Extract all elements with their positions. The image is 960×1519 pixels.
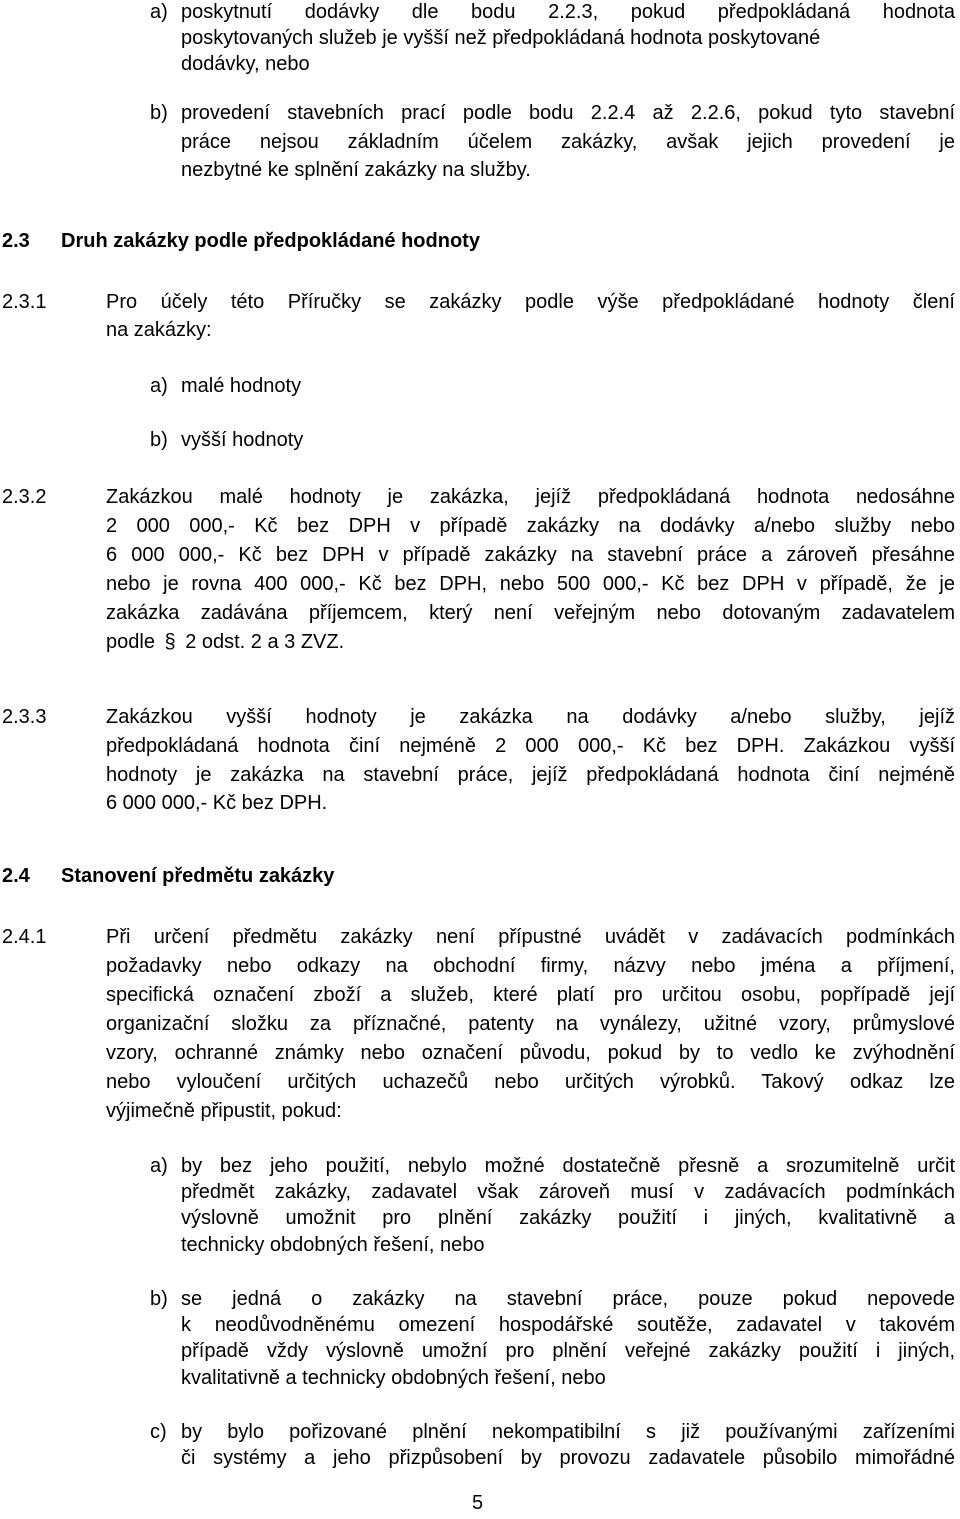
text-line: případě vždy výslovně umožní pro plnění veřejné zakázky použití i jiných, bbox=[181, 1340, 955, 1362]
text-fragment: podle bbox=[106, 631, 155, 653]
text-line: kvalitativně a technicky obdobných řešení, nebo bbox=[181, 1367, 606, 1389]
list-label: c) bbox=[150, 1421, 167, 1443]
text-line: práce nejsou základním účelem zakázky, avšak jejich provedení je bbox=[181, 131, 955, 153]
section-sign-link[interactable]: § bbox=[164, 631, 176, 653]
list-label: b) bbox=[150, 102, 168, 124]
text-line: Při určení předmětu zakázky není přípustné uvádět v zadávacích podmínkách bbox=[106, 926, 955, 948]
paragraph-number: 2.4.1 bbox=[2, 926, 47, 948]
list-label: b) bbox=[150, 429, 168, 451]
page-number: 5 bbox=[472, 1492, 484, 1514]
text-line: dodávky, nebo bbox=[181, 53, 310, 75]
list-label: b) bbox=[150, 1288, 168, 1310]
text-line: nebo vyloučení určitých uchazečů nebo určitých výrobků. Takový odkaz lze bbox=[106, 1071, 955, 1093]
text-line: k neodůvodněnému omezení hospodářské soutěže, zadavatel v takovém bbox=[181, 1314, 955, 1336]
text-line: výslovně umožnit pro plnění zakázky použití i jiných, kvalitativně a bbox=[181, 1207, 955, 1229]
text-line: požadavky nebo odkazy na obchodní firmy, názvy nebo jména a příjmení, bbox=[106, 955, 955, 977]
paragraph-number: 2.3.3 bbox=[2, 706, 47, 728]
list-text: malé hodnoty bbox=[181, 375, 302, 397]
text-line: předpokládaná hodnota činí nejméně 2 000 000,- Kč bez DPH. Zakázkou vyšší bbox=[106, 735, 955, 757]
text-line: nezbytné ke splnění zakázky na služby. bbox=[181, 159, 531, 181]
section-number: 2.3 bbox=[2, 230, 30, 252]
text-line: Zakázkou malé hodnoty je zakázka, jejíž předpokládaná hodnota nedosáhne bbox=[106, 486, 955, 508]
text-line: poskytovaných služeb je vyšší než předpokládaná hodnota poskytované bbox=[181, 27, 821, 49]
paragraph-number: 2.3.1 bbox=[2, 291, 47, 313]
text-line: 2 000 000,- Kč bez DPH v případě zakázky na dodávky a/nebo služby nebo bbox=[106, 515, 955, 537]
text-line: technicky obdobných řešení, nebo bbox=[181, 1234, 485, 1256]
text-line: poskytnutí dodávky dle bodu 2.2.3, pokud předpokládaná hodnota bbox=[181, 1, 955, 23]
text-line: 6 000 000,- Kč bez DPH. bbox=[106, 792, 328, 814]
text-line: by bylo pořizované plnění nekompatibilní s již používanými zařízeními bbox=[181, 1421, 955, 1443]
text-line: specifická označení zboží a služeb, které platí pro určitou osobu, popřípadě její bbox=[106, 984, 955, 1006]
text-line: provedení stavebních prací podle bodu 2.2.4 až 2.2.6, pokud tyto stavební bbox=[181, 102, 955, 124]
text-line: se jedná o zakázky na stavební práce, pouze pokud nepovede bbox=[181, 1288, 955, 1310]
text-line: vzory, ochranné známky nebo označení původu, pokud by to vedlo ke zvýhodnění bbox=[106, 1042, 955, 1064]
text-fragment: 2 odst. 2 a 3 ZVZ. bbox=[185, 631, 345, 653]
text-line: hodnoty je zakázka na stavební práce, jejíž předpokládaná hodnota činí nejméně bbox=[106, 764, 955, 786]
text-line: nebo je rovna 400 000,- Kč bez DPH, nebo 500 000,- Kč bez DPH v případě, že je bbox=[106, 573, 955, 595]
paragraph-number: 2.3.2 bbox=[2, 486, 47, 508]
text-line: by bez jeho použití, nebylo možné dostatečně přesně a srozumitelně určit bbox=[181, 1155, 955, 1177]
list-label: a) bbox=[150, 1, 168, 23]
text-line: výjimečně připustit, pokud: bbox=[106, 1100, 342, 1122]
list-text: vyšší hodnoty bbox=[181, 429, 304, 451]
text-line: zakázka zadávána příjemcem, který není veřejným nebo dotovaným zadavatelem bbox=[106, 602, 955, 624]
text-line: Zakázkou vyšší hodnoty je zakázka na dodávky a/nebo služby, jejíž bbox=[106, 706, 955, 728]
text-line: Pro účely této Příručky se zakázky podle výše předpokládané hodnoty člení bbox=[106, 291, 955, 313]
section-title: Stanovení předmětu zakázky bbox=[61, 865, 335, 887]
text-line: na zakázky: bbox=[106, 319, 212, 341]
list-label: a) bbox=[150, 375, 168, 397]
text-line bbox=[106, 630, 344, 654]
section-number: 2.4 bbox=[2, 865, 30, 887]
text-line: organizační složku za příznačné, patenty na vynálezy, užitné vzory, průmyslové bbox=[106, 1013, 955, 1035]
list-label: a) bbox=[150, 1155, 168, 1177]
text-line: předmět zakázky, zadavatel však zároveň musí v zadávacích podmínkách bbox=[181, 1181, 955, 1203]
section-title: Druh zakázky podle předpokládané hodnoty bbox=[61, 230, 480, 252]
text-line: 6 000 000,- Kč bez DPH v případě zakázky na stavební práce a zároveň přesáhne bbox=[106, 544, 955, 566]
text-line: či systémy a jeho přizpůsobení by provozu zadavatele působilo mimořádné bbox=[181, 1447, 955, 1469]
